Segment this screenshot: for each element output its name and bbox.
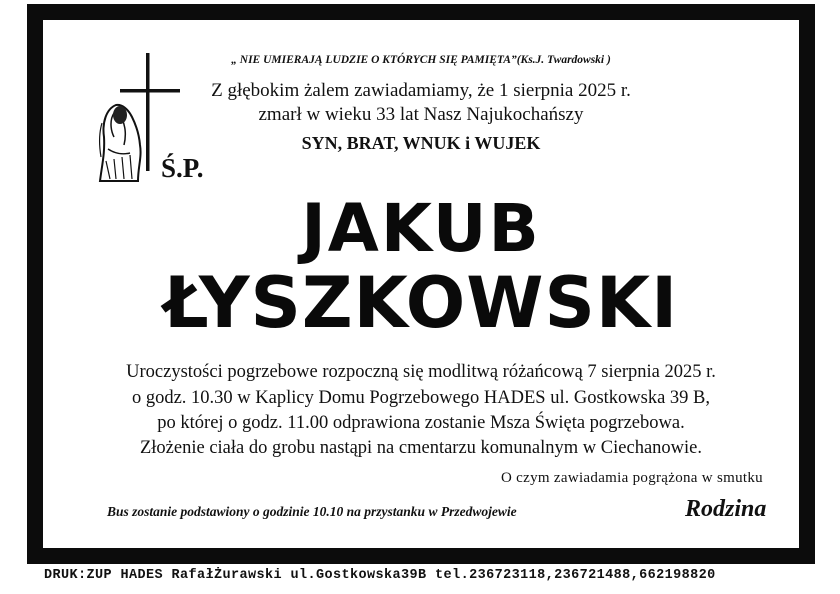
bus-info: Bus zostanie podstawiony o godzinie 10.10 na przystanku w Przedwojewie <box>107 504 517 519</box>
printer-footer: DRUK:ZUP HADES RafałŻurawski ul.Gostkowska39B tel.236723118,236721488,662198820 <box>44 568 716 583</box>
details-line-2: o godz. 10.30 w Kaplicy Domu Pogrzebowego HADES ul. Gostkowska 39 B, <box>131 388 711 408</box>
opening-line-1: Z głębokim żalem zawiadamiamy, że 1 sierpnia 2025 r. <box>211 80 631 101</box>
surname: ŁYSZKOWSKI <box>163 262 679 344</box>
details-line-4: Złożenie ciała do grobu nastąpi na cmentarzu komunalnym w Ciechanowie. <box>139 438 702 458</box>
details-line-1: Uroczystości pogrzebowe rozpoczną się modlitwą różańcową 7 sierpnia 2025 r. <box>126 362 716 382</box>
obituary-card <box>41 18 801 550</box>
sp-label: Ś.P. <box>161 153 204 183</box>
obituary-border <box>27 4 815 564</box>
mourners-line: O czym zawiadamia pogrążona w smutku <box>501 470 763 486</box>
details-line-3: po której o godz. 11.00 odprawiona zostanie Msza Święta pogrzebowa. <box>157 413 685 433</box>
relation-line: SYN, BRAT, WNUK i WUJEK <box>301 133 541 153</box>
given-name: JAKUB <box>301 190 541 267</box>
opening-line-2: zmarł w wieku 33 lat Nasz Najukochańszy <box>258 104 584 125</box>
memorial-quote: „ NIE UMIERAJĄ LUDZIE O KTÓRYCH SIĘ PAMIĘTA”(Ks.J. Twardowski ) <box>231 54 611 66</box>
family-signature: Rodzina <box>685 496 767 522</box>
